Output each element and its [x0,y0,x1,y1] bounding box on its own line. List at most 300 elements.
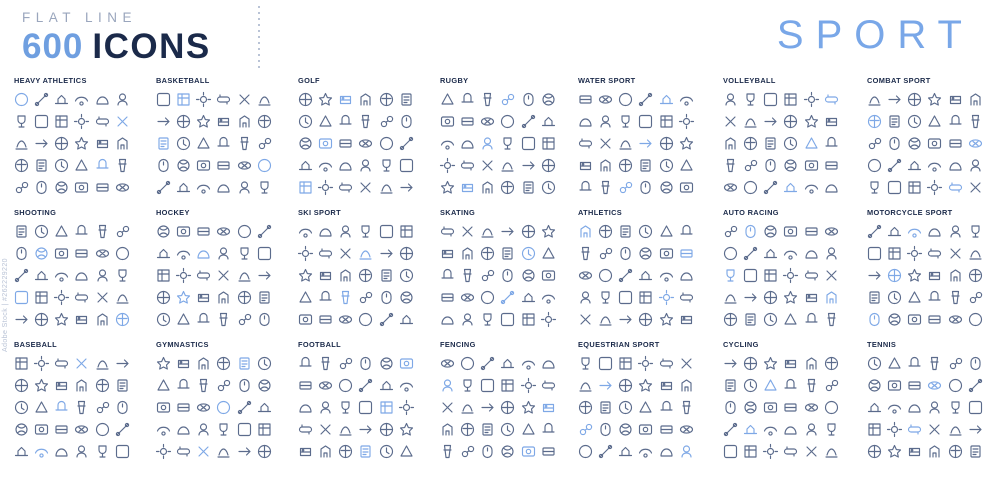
sport-icon[interactable] [741,178,760,197]
sport-icon[interactable] [235,398,254,417]
sport-icon[interactable] [721,420,740,439]
sport-icon[interactable] [721,354,740,373]
sport-icon[interactable] [677,398,696,417]
sport-icon[interactable] [576,354,595,373]
sport-icon[interactable] [478,398,497,417]
sport-icon[interactable] [761,376,780,395]
sport-icon[interactable] [32,288,51,307]
sport-icon[interactable] [356,244,375,263]
sport-icon[interactable] [93,354,112,373]
sport-icon[interactable] [802,134,821,153]
sport-icon[interactable] [721,310,740,329]
sport-icon[interactable] [781,354,800,373]
sport-icon[interactable] [822,156,841,175]
sport-icon[interactable] [822,354,841,373]
sport-icon[interactable] [235,376,254,395]
sport-icon[interactable] [113,244,132,263]
sport-icon[interactable] [72,156,91,175]
sport-icon[interactable] [677,442,696,461]
sport-icon[interactable] [677,112,696,131]
sport-icon[interactable] [356,90,375,109]
sport-icon[interactable] [154,442,173,461]
sport-icon[interactable] [721,288,740,307]
sport-icon[interactable] [72,178,91,197]
sport-icon[interactable] [519,90,538,109]
sport-icon[interactable] [925,112,944,131]
sport-icon[interactable] [519,288,538,307]
sport-icon[interactable] [802,420,821,439]
sport-icon[interactable] [781,398,800,417]
sport-icon[interactable] [336,112,355,131]
sport-icon[interactable] [741,244,760,263]
sport-icon[interactable] [478,376,497,395]
sport-icon[interactable] [885,420,904,439]
sport-icon[interactable] [377,244,396,263]
sport-icon[interactable] [946,266,965,285]
sport-icon[interactable] [721,90,740,109]
sport-icon[interactable] [539,288,558,307]
sport-icon[interactable] [781,266,800,285]
sport-icon[interactable] [781,222,800,241]
sport-icon[interactable] [781,310,800,329]
sport-icon[interactable] [539,376,558,395]
sport-icon[interactable] [657,90,676,109]
sport-icon[interactable] [946,156,965,175]
sport-icon[interactable] [458,310,477,329]
sport-icon[interactable] [154,222,173,241]
sport-icon[interactable] [596,288,615,307]
sport-icon[interactable] [438,222,457,241]
sport-icon[interactable] [438,156,457,175]
sport-icon[interactable] [781,442,800,461]
sport-icon[interactable] [925,442,944,461]
sport-icon[interactable] [636,134,655,153]
sport-icon[interactable] [925,420,944,439]
sport-icon[interactable] [478,156,497,175]
sport-icon[interactable] [822,134,841,153]
sport-icon[interactable] [498,156,517,175]
sport-icon[interactable] [52,178,71,197]
sport-icon[interactable] [576,420,595,439]
sport-icon[interactable] [539,310,558,329]
sport-icon[interactable] [316,222,335,241]
sport-icon[interactable] [32,420,51,439]
sport-icon[interactable] [72,288,91,307]
sport-icon[interactable] [802,288,821,307]
sport-icon[interactable] [154,134,173,153]
sport-icon[interactable] [657,310,676,329]
sport-icon[interactable] [966,354,985,373]
sport-icon[interactable] [498,178,517,197]
sport-icon[interactable] [72,376,91,395]
sport-icon[interactable] [865,112,884,131]
sport-icon[interactable] [154,112,173,131]
sport-icon[interactable] [657,134,676,153]
sport-icon[interactable] [498,112,517,131]
sport-icon[interactable] [72,134,91,153]
sport-icon[interactable] [596,222,615,241]
sport-icon[interactable] [316,112,335,131]
sport-icon[interactable] [885,376,904,395]
sport-icon[interactable] [194,222,213,241]
sport-icon[interactable] [438,90,457,109]
sport-icon[interactable] [478,420,497,439]
sport-icon[interactable] [397,376,416,395]
sport-icon[interactable] [905,420,924,439]
sport-icon[interactable] [397,354,416,373]
sport-icon[interactable] [356,222,375,241]
sport-icon[interactable] [616,376,635,395]
sport-icon[interactable] [113,376,132,395]
sport-icon[interactable] [781,156,800,175]
sport-icon[interactable] [721,266,740,285]
sport-icon[interactable] [356,310,375,329]
sport-icon[interactable] [905,354,924,373]
sport-icon[interactable] [154,354,173,373]
sport-icon[interactable] [458,442,477,461]
sport-icon[interactable] [52,112,71,131]
sport-icon[interactable] [905,310,924,329]
sport-icon[interactable] [761,288,780,307]
sport-icon[interactable] [498,244,517,263]
sport-icon[interactable] [905,134,924,153]
sport-icon[interactable] [32,178,51,197]
sport-icon[interactable] [519,156,538,175]
sport-icon[interactable] [946,288,965,307]
sport-icon[interactable] [397,310,416,329]
sport-icon[interactable] [721,134,740,153]
sport-icon[interactable] [741,90,760,109]
sport-icon[interactable] [316,442,335,461]
sport-icon[interactable] [194,244,213,263]
sport-icon[interactable] [576,112,595,131]
sport-icon[interactable] [174,420,193,439]
sport-icon[interactable] [576,288,595,307]
sport-icon[interactable] [576,222,595,241]
sport-icon[interactable] [72,112,91,131]
sport-icon[interactable] [377,112,396,131]
sport-icon[interactable] [966,288,985,307]
sport-icon[interactable] [925,90,944,109]
sport-icon[interactable] [761,310,780,329]
sport-icon[interactable] [72,266,91,285]
sport-icon[interactable] [12,266,31,285]
sport-icon[interactable] [397,156,416,175]
sport-icon[interactable] [616,112,635,131]
sport-icon[interactable] [194,310,213,329]
sport-icon[interactable] [539,398,558,417]
sport-icon[interactable] [966,134,985,153]
sport-icon[interactable] [32,90,51,109]
sport-icon[interactable] [12,398,31,417]
sport-icon[interactable] [822,266,841,285]
sport-icon[interactable] [478,244,497,263]
sport-icon[interactable] [677,354,696,373]
sport-icon[interactable] [214,156,233,175]
sport-icon[interactable] [52,244,71,263]
sport-icon[interactable] [539,354,558,373]
sport-icon[interactable] [741,420,760,439]
sport-icon[interactable] [925,244,944,263]
sport-icon[interactable] [12,178,31,197]
sport-icon[interactable] [12,156,31,175]
sport-icon[interactable] [885,112,904,131]
sport-icon[interactable] [377,178,396,197]
sport-icon[interactable] [721,376,740,395]
sport-icon[interactable] [438,178,457,197]
sport-icon[interactable] [498,134,517,153]
sport-icon[interactable] [865,354,884,373]
sport-icon[interactable] [677,376,696,395]
sport-icon[interactable] [93,376,112,395]
sport-icon[interactable] [255,398,274,417]
sport-icon[interactable] [741,398,760,417]
sport-icon[interactable] [925,266,944,285]
sport-icon[interactable] [12,420,31,439]
sport-icon[interactable] [741,222,760,241]
sport-icon[interactable] [336,354,355,373]
sport-icon[interactable] [539,178,558,197]
sport-icon[interactable] [377,156,396,175]
sport-icon[interactable] [657,376,676,395]
sport-icon[interactable] [781,288,800,307]
sport-icon[interactable] [356,266,375,285]
sport-icon[interactable] [865,222,884,241]
sport-icon[interactable] [154,244,173,263]
sport-icon[interactable] [741,156,760,175]
sport-icon[interactable] [113,310,132,329]
sport-icon[interactable] [174,156,193,175]
sport-icon[interactable] [781,376,800,395]
sport-icon[interactable] [905,398,924,417]
sport-icon[interactable] [822,420,841,439]
sport-icon[interactable] [865,420,884,439]
sport-icon[interactable] [52,420,71,439]
sport-icon[interactable] [296,288,315,307]
sport-icon[interactable] [377,398,396,417]
sport-icon[interactable] [905,266,924,285]
sport-icon[interactable] [657,222,676,241]
sport-icon[interactable] [596,310,615,329]
sport-icon[interactable] [822,376,841,395]
sport-icon[interactable] [316,420,335,439]
sport-icon[interactable] [596,266,615,285]
sport-icon[interactable] [616,442,635,461]
sport-icon[interactable] [966,178,985,197]
sport-icon[interactable] [865,134,884,153]
sport-icon[interactable] [154,376,173,395]
sport-icon[interactable] [576,376,595,395]
sport-icon[interactable] [616,310,635,329]
sport-icon[interactable] [458,398,477,417]
sport-icon[interactable] [741,354,760,373]
sport-icon[interactable] [72,244,91,263]
sport-icon[interactable] [235,178,254,197]
sport-icon[interactable] [255,222,274,241]
sport-icon[interactable] [576,310,595,329]
sport-icon[interactable] [458,156,477,175]
sport-icon[interactable] [822,310,841,329]
sport-icon[interactable] [677,266,696,285]
sport-icon[interactable] [316,244,335,263]
sport-icon[interactable] [377,134,396,153]
sport-icon[interactable] [154,398,173,417]
sport-icon[interactable] [636,376,655,395]
sport-icon[interactable] [214,178,233,197]
sport-icon[interactable] [154,420,173,439]
sport-icon[interactable] [336,442,355,461]
sport-icon[interactable] [438,244,457,263]
sport-icon[interactable] [336,222,355,241]
sport-icon[interactable] [93,134,112,153]
sport-icon[interactable] [946,222,965,241]
sport-icon[interactable] [761,266,780,285]
sport-icon[interactable] [113,134,132,153]
sport-icon[interactable] [539,442,558,461]
sport-icon[interactable] [966,244,985,263]
sport-icon[interactable] [802,398,821,417]
sport-icon[interactable] [336,156,355,175]
sport-icon[interactable] [576,266,595,285]
sport-icon[interactable] [802,442,821,461]
sport-icon[interactable] [336,266,355,285]
sport-icon[interactable] [966,112,985,131]
sport-icon[interactable] [761,112,780,131]
sport-icon[interactable] [616,420,635,439]
sport-icon[interactable] [761,244,780,263]
sport-icon[interactable] [677,156,696,175]
sport-icon[interactable] [925,310,944,329]
sport-icon[interactable] [32,112,51,131]
sport-icon[interactable] [235,310,254,329]
sport-icon[interactable] [885,266,904,285]
sport-icon[interactable] [519,112,538,131]
sport-icon[interactable] [174,178,193,197]
sport-icon[interactable] [356,288,375,307]
sport-icon[interactable] [966,398,985,417]
sport-icon[interactable] [636,156,655,175]
sport-icon[interactable] [519,266,538,285]
sport-icon[interactable] [946,90,965,109]
sport-icon[interactable] [539,156,558,175]
sport-icon[interactable] [12,310,31,329]
sport-icon[interactable] [336,376,355,395]
sport-icon[interactable] [946,310,965,329]
sport-icon[interactable] [32,244,51,263]
sport-icon[interactable] [677,420,696,439]
sport-icon[interactable] [296,266,315,285]
sport-icon[interactable] [296,178,315,197]
sport-icon[interactable] [235,112,254,131]
sport-icon[interactable] [316,398,335,417]
sport-icon[interactable] [966,420,985,439]
sport-icon[interactable] [377,222,396,241]
sport-icon[interactable] [539,420,558,439]
sport-icon[interactable] [316,134,335,153]
sport-icon[interactable] [802,90,821,109]
sport-icon[interactable] [885,156,904,175]
sport-icon[interactable] [636,442,655,461]
sport-icon[interactable] [905,442,924,461]
sport-icon[interactable] [498,310,517,329]
sport-icon[interactable] [194,112,213,131]
sport-icon[interactable] [316,354,335,373]
sport-icon[interactable] [296,376,315,395]
sport-icon[interactable] [498,288,517,307]
sport-icon[interactable] [596,420,615,439]
sport-icon[interactable] [761,90,780,109]
sport-icon[interactable] [72,398,91,417]
sport-icon[interactable] [781,112,800,131]
sport-icon[interactable] [721,112,740,131]
sport-icon[interactable] [255,442,274,461]
sport-icon[interactable] [356,376,375,395]
sport-icon[interactable] [616,288,635,307]
sport-icon[interactable] [616,244,635,263]
sport-icon[interactable] [636,288,655,307]
sport-icon[interactable] [905,90,924,109]
sport-icon[interactable] [576,244,595,263]
sport-icon[interactable] [174,266,193,285]
sport-icon[interactable] [478,354,497,373]
sport-icon[interactable] [194,178,213,197]
sport-icon[interactable] [802,310,821,329]
sport-icon[interactable] [636,354,655,373]
sport-icon[interactable] [885,134,904,153]
sport-icon[interactable] [93,288,112,307]
sport-icon[interactable] [596,442,615,461]
sport-icon[interactable] [12,222,31,241]
sport-icon[interactable] [52,310,71,329]
sport-icon[interactable] [72,90,91,109]
sport-icon[interactable] [214,420,233,439]
sport-icon[interactable] [458,266,477,285]
sport-icon[interactable] [214,112,233,131]
sport-icon[interactable] [519,222,538,241]
sport-icon[interactable] [214,244,233,263]
sport-icon[interactable] [781,244,800,263]
sport-icon[interactable] [865,244,884,263]
sport-icon[interactable] [458,134,477,153]
sport-icon[interactable] [822,178,841,197]
sport-icon[interactable] [865,178,884,197]
sport-icon[interactable] [946,442,965,461]
sport-icon[interactable] [539,90,558,109]
sport-icon[interactable] [616,90,635,109]
sport-icon[interactable] [616,156,635,175]
sport-icon[interactable] [438,376,457,395]
sport-icon[interactable] [336,420,355,439]
sport-icon[interactable] [865,310,884,329]
sport-icon[interactable] [657,442,676,461]
sport-icon[interactable] [214,398,233,417]
sport-icon[interactable] [32,134,51,153]
sport-icon[interactable] [478,266,497,285]
sport-icon[interactable] [498,442,517,461]
sport-icon[interactable] [519,376,538,395]
sport-icon[interactable] [255,310,274,329]
sport-icon[interactable] [235,222,254,241]
sport-icon[interactable] [438,112,457,131]
sport-icon[interactable] [596,376,615,395]
sport-icon[interactable] [657,112,676,131]
sport-icon[interactable] [12,112,31,131]
sport-icon[interactable] [539,244,558,263]
sport-icon[interactable] [154,90,173,109]
sport-icon[interactable] [235,266,254,285]
sport-icon[interactable] [636,222,655,241]
sport-icon[interactable] [296,398,315,417]
